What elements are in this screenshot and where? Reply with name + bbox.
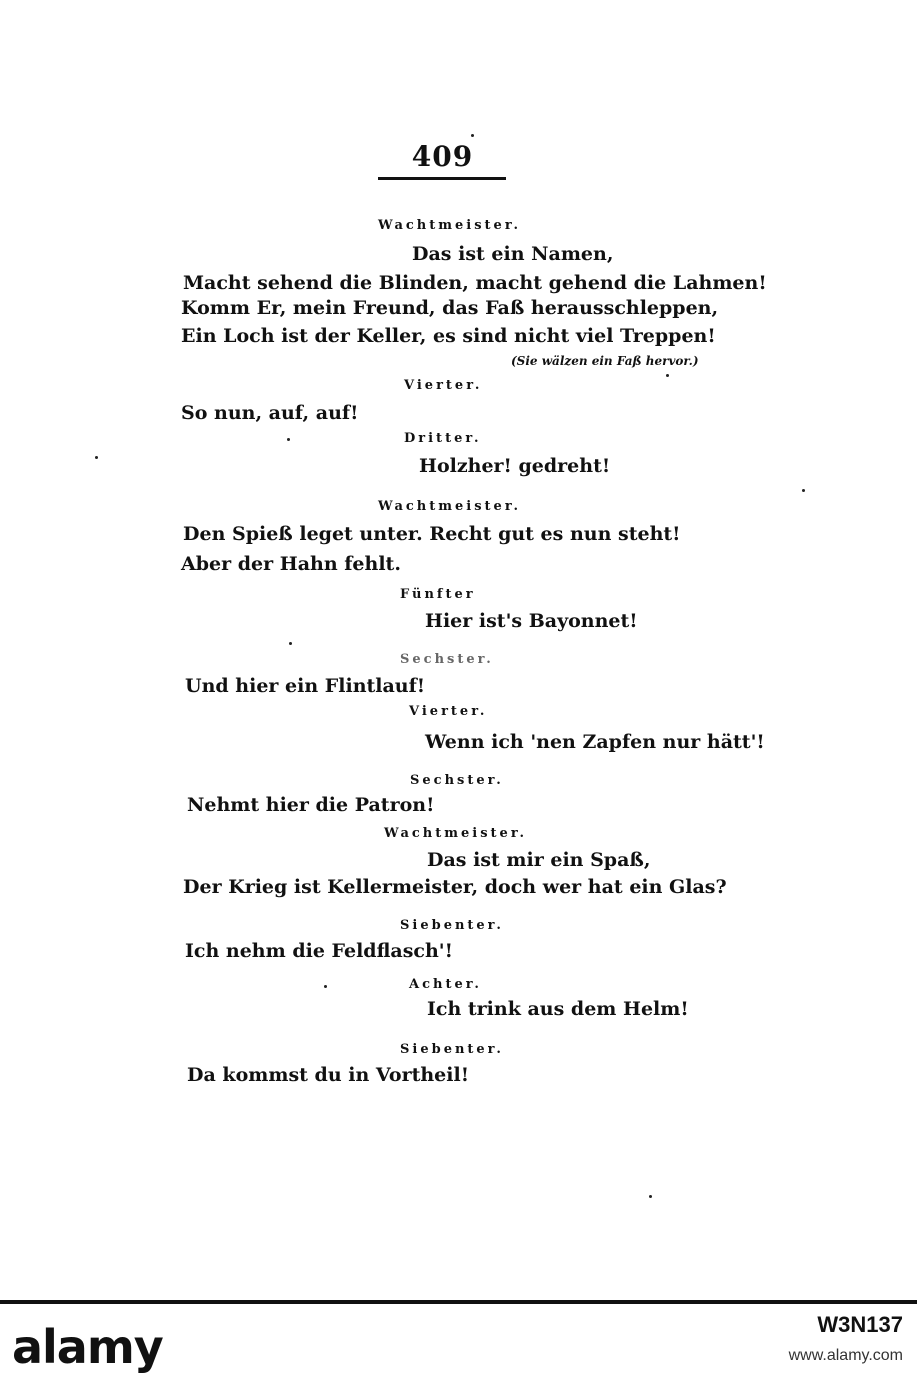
verse-line: Macht sehend die Blinden, macht gehend die Lahmen! [183,272,767,294]
header-rule [378,177,506,180]
verse-line: Nehmt hier die Patron! [187,794,435,816]
speck [471,134,474,137]
speck [324,985,327,988]
speck [666,374,669,377]
verse-line: Wenn ich 'nen Zapfen nur hätt'! [425,731,765,753]
verse-line: Komm Er, mein Freund, das Faß herausschleppen, [181,297,719,319]
speaker-label: Siebenter. [400,1042,504,1057]
verse-line: Ich nehm die Feldflasch'! [185,940,453,962]
page-number: 409 [411,140,474,173]
speaker-label: Sechster. [410,773,504,788]
verse-line: Ich trink aus dem Helm! [427,998,689,1020]
stage-direction: (Sie wälzen ein Faß hervor.) [511,354,699,368]
verse-line: Der Krieg ist Kellermeister, doch wer hat ein Glas? [183,876,727,898]
verse-line: Den Spieß leget unter. Recht gut es nun steht! [183,523,681,545]
watermark-footer [0,1300,917,1390]
speaker-label: Sechster. [400,652,494,667]
verse-line: Und hier ein Flintlauf! [185,675,426,697]
speaker-label: Wachtmeister. [384,826,528,841]
site-url: www.alamy.com [788,1347,903,1364]
speaker-label: Achter. [409,977,482,992]
verse-line: Das ist mir ein Spaß, [427,849,651,871]
verse-line: Hier ist's Bayonnet! [425,610,638,632]
verse-line: Ein Loch ist der Keller, es sind nicht viel Treppen! [181,325,716,347]
verse-line: Aber der Hahn fehlt. [181,553,401,575]
speaker-label: Vierter. [409,704,488,719]
verse-line: Da kommst du in Vortheil! [187,1064,470,1086]
brand-logo: alamy [12,1320,163,1374]
speck [802,489,805,492]
footer-bar [0,1300,917,1304]
verse-line: Holzher! gedreht! [419,455,611,477]
speck [289,642,292,645]
verse-line: Das ist ein Namen, [412,243,614,265]
speaker-label: Siebenter. [400,918,504,933]
image-id: W3N137 [817,1312,903,1337]
speaker-label: Dritter. [404,431,482,446]
speaker-label: Fünfter [400,587,476,602]
speck [95,456,98,459]
speaker-label: Wachtmeister. [378,218,522,233]
speaker-label: Wachtmeister. [378,499,522,514]
speaker-label: Vierter. [404,378,483,393]
speck [649,1195,652,1198]
verse-line: So nun, auf, auf! [181,402,359,424]
speck [287,438,290,441]
